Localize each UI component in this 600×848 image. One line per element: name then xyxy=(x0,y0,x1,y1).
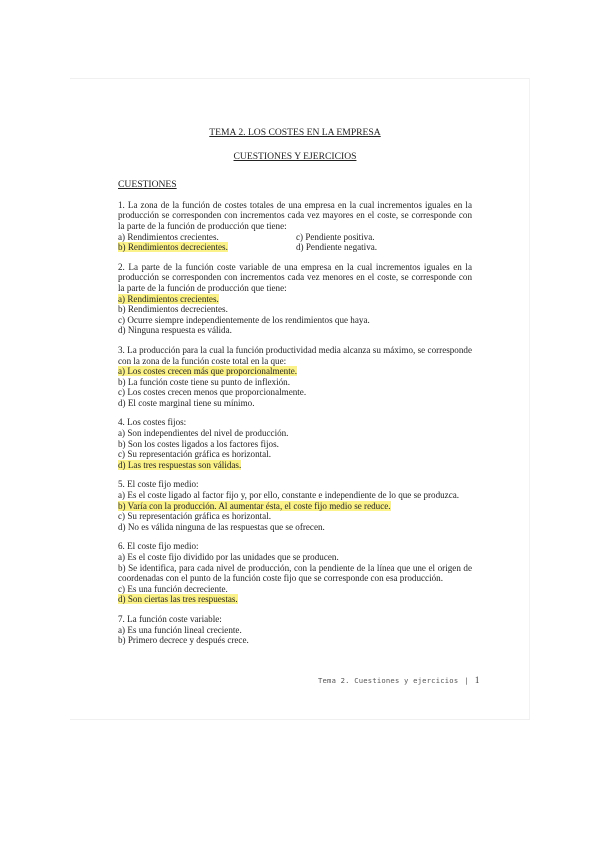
page-border-bottom xyxy=(70,719,530,720)
option-b: b) Son los costes ligados a los factores fijos. xyxy=(118,438,279,449)
option-b: b) Se identifica, para cada nivel de producción, con la pendiente de la línea que une el origen de coordenadas con el punto de la función coste fijo que se corresponde con esa producción. xyxy=(118,562,472,584)
option-d: d) Ninguna respuesta es válida. xyxy=(118,325,232,336)
question-text: 6. El coste fijo medio: xyxy=(118,541,199,552)
document-subtitle: CUESTIONES Y EJERCICIOS xyxy=(233,150,357,162)
question-3 xyxy=(118,345,472,409)
question-4 xyxy=(118,417,472,470)
question-5 xyxy=(118,479,472,532)
option-a-highlighted: a) Rendimientos crecientes. xyxy=(118,293,219,304)
page-content xyxy=(118,128,472,655)
question-text: 1. La zona de la función de costes totales de una empresa en la cual incrementos iguales en la producción se corresponden con incrementos cada vez mayores en el coste, se corresponde con la parte de la función de producción que tiene: xyxy=(118,199,472,231)
option-d: d) El coste marginal tiene su mínimo. xyxy=(118,397,255,408)
question-text: 2. La parte de la función coste variable de una empresa en la cual incrementos iguales en la producción se corresponden con incrementos cada vez menores en el coste, se corresponde con la parte de la función de producción que tiene: xyxy=(118,261,472,293)
document-title: TEMA 2. LOS COSTES EN LA EMPRESA xyxy=(209,127,381,138)
option-c: c) Es una función decreciente. xyxy=(118,583,228,594)
option-c: c) Su representación gráfica es horizontal. xyxy=(118,449,272,460)
question-2 xyxy=(118,262,472,336)
question-1 xyxy=(118,200,472,253)
question-6 xyxy=(118,541,472,605)
option-a: a) Son independientes del nivel de producción. xyxy=(118,428,289,439)
question-7 xyxy=(118,614,472,646)
option-a: a) Es una función lineal creciente. xyxy=(118,624,242,635)
question-text: 4. Los costes fijos: xyxy=(118,417,187,428)
option-a: a) Rendimientos crecientes. xyxy=(118,231,219,242)
footer-label: Tema 2. Cuestiones y ejercicios xyxy=(318,676,459,685)
page-footer xyxy=(318,675,480,685)
option-c: c) Los costes crecen menos que proporcionalmente. xyxy=(118,387,307,398)
page-number: 1 xyxy=(474,675,480,685)
question-text: 7. La función coste variable: xyxy=(118,613,222,624)
option-d: d) No es válida ninguna de las respuestas que se ofrecen. xyxy=(118,521,325,532)
page-border-top xyxy=(70,78,530,79)
question-text: 3. La producción para la cual la función productividad media alcanza su máximo, se corresponde con la zona de la función coste total en la que: xyxy=(118,344,472,366)
section-heading: CUESTIONES xyxy=(118,179,177,191)
footer-separator: | xyxy=(464,676,469,685)
option-d-highlighted: d) Son ciertas las tres respuestas. xyxy=(118,594,238,605)
option-b-highlighted: b) Rendimientos decrecientes. xyxy=(118,242,228,253)
options-row xyxy=(118,242,472,253)
option-b: b) Rendimientos decrecientes. xyxy=(118,304,228,315)
question-text: 5. El coste fijo medio: xyxy=(118,479,199,490)
option-b: b) La función coste tiene su punto de inflexión. xyxy=(118,376,290,387)
options-row xyxy=(118,232,472,243)
option-d: d) Pendiente negativa. xyxy=(296,242,378,253)
option-c: c) Ocurre siempre independientemente de los rendimientos que haya. xyxy=(118,314,370,325)
option-b: b) Primero decrece y después crece. xyxy=(118,635,249,646)
option-a: a) Es el coste fijo dividido por las unidades que se producen. xyxy=(118,552,339,562)
page-border-right xyxy=(529,78,530,720)
option-c: c) Pendiente positiva. xyxy=(296,231,375,242)
option-d-highlighted: d) Las tres respuestas son válidas. xyxy=(118,459,242,470)
option-c: c) Su representación gráfica es horizontal. xyxy=(118,511,272,522)
option-b-highlighted: b) Varía con la producción. Al aumentar ésta, el coste fijo medio se reduce. xyxy=(118,500,391,511)
option-a-highlighted: a) Los costes crecen más que proporcionalmente. xyxy=(118,366,298,377)
option-a: a) Es el coste ligado al factor fijo y, por ello, constante e independiente de lo que se produzca. xyxy=(118,490,460,501)
